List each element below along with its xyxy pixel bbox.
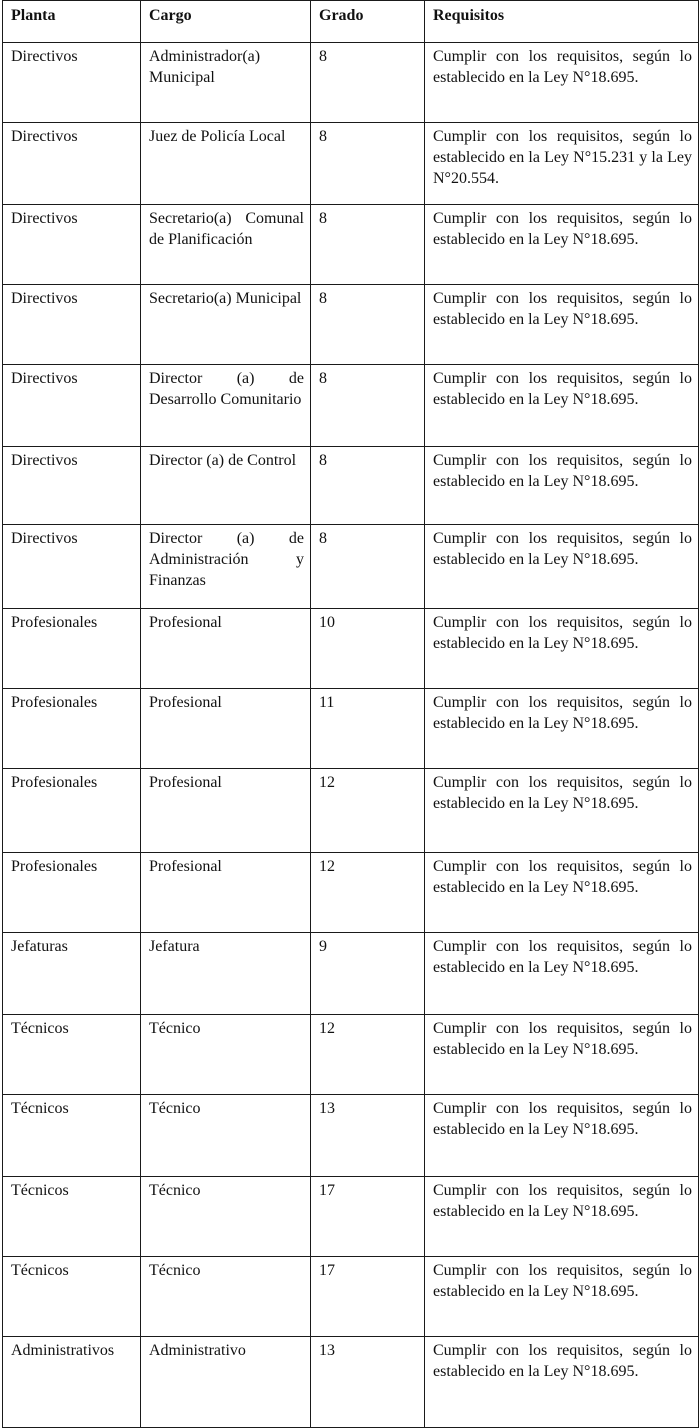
cell-cargo: Profesional: [141, 689, 311, 769]
cell-cargo: Técnico: [141, 1177, 311, 1257]
table-row: [3, 1257, 699, 1337]
cell-grado: 8: [311, 43, 425, 123]
table-row: [3, 205, 699, 285]
cell-grado: 17: [311, 1177, 425, 1257]
header-planta: Planta: [3, 1, 141, 43]
cell-planta: Directivos: [3, 285, 141, 365]
cell-planta: Jefaturas: [3, 933, 141, 1015]
cell-planta: Directivos: [3, 525, 141, 609]
cell-grado: 9: [311, 933, 425, 1015]
cell-grado: 8: [311, 285, 425, 365]
cell-requisitos: Cumplir con los requisitos, según lo establecido en la Ley N°18.695.: [425, 1015, 699, 1095]
cell-planta: Técnicos: [3, 1095, 141, 1177]
cell-planta: Directivos: [3, 365, 141, 447]
header-requisitos: Requisitos: [425, 1, 699, 43]
cell-planta: Técnicos: [3, 1257, 141, 1337]
table-row: [3, 1095, 699, 1177]
cell-cargo: Profesional: [141, 853, 311, 933]
cell-cargo: Técnico: [141, 1257, 311, 1337]
cell-grado: 11: [311, 689, 425, 769]
cell-requisitos: Cumplir con los requisitos, según lo establecido en la Ley N°18.695.: [425, 365, 699, 447]
cell-planta: Directivos: [3, 43, 141, 123]
cell-planta: Profesionales: [3, 689, 141, 769]
cell-cargo: Administrativo: [141, 1337, 311, 1428]
cell-grado: 8: [311, 525, 425, 609]
cell-cargo: Juez de Policía Local: [141, 123, 311, 205]
table-row: [3, 365, 699, 447]
cell-requisitos: Cumplir con los requisitos, según lo establecido en la Ley N°18.695.: [425, 205, 699, 285]
table-row: [3, 1177, 699, 1257]
cell-requisitos: Cumplir con los requisitos, según lo establecido en la Ley N°18.695.: [425, 447, 699, 525]
table-row: [3, 609, 699, 689]
cell-grado: 13: [311, 1095, 425, 1177]
cell-cargo: Secretario(a) Municipal: [141, 285, 311, 365]
cell-requisitos: Cumplir con los requisitos, según lo establecido en la Ley N°18.695.: [425, 769, 699, 853]
cell-grado: 13: [311, 1337, 425, 1428]
cell-grado: 12: [311, 853, 425, 933]
requisitos-table: [2, 0, 699, 1428]
cell-planta: Técnicos: [3, 1015, 141, 1095]
cell-cargo: Técnico: [141, 1095, 311, 1177]
cell-planta: Profesionales: [3, 769, 141, 853]
cell-cargo: Técnico: [141, 1015, 311, 1095]
cell-cargo: Administrador(a) Municipal: [141, 43, 311, 123]
cell-cargo: Profesional: [141, 609, 311, 689]
table-header-row: [3, 1, 699, 43]
cell-cargo: Director (a) de Control: [141, 447, 311, 525]
cell-requisitos: Cumplir con los requisitos, según lo establecido en la Ley N°18.695.: [425, 689, 699, 769]
cell-planta: Profesionales: [3, 609, 141, 689]
table-row: [3, 689, 699, 769]
cell-cargo: Director (a) de Desarrollo Comunitario: [141, 365, 311, 447]
cell-grado: 8: [311, 205, 425, 285]
cell-requisitos: Cumplir con los requisitos, según lo establecido en la Ley N°18.695.: [425, 853, 699, 933]
cell-requisitos: Cumplir con los requisitos, según lo establecido en la Ley N°18.695.: [425, 525, 699, 609]
cell-requisitos: Cumplir con los requisitos, según lo establecido en la Ley N°18.695.: [425, 1257, 699, 1337]
cell-grado: 17: [311, 1257, 425, 1337]
cell-requisitos: Cumplir con los requisitos, según lo establecido en la Ley N°18.695.: [425, 285, 699, 365]
cell-grado: 8: [311, 123, 425, 205]
cell-cargo: Director (a) de Administración y Finanzas: [141, 525, 311, 609]
cell-planta: Directivos: [3, 205, 141, 285]
cell-cargo: Jefatura: [141, 933, 311, 1015]
cell-planta: Profesionales: [3, 853, 141, 933]
cell-cargo: Secretario(a) Comunal de Planificación: [141, 205, 311, 285]
cell-grado: 8: [311, 365, 425, 447]
cell-planta: Directivos: [3, 447, 141, 525]
table-row: [3, 1337, 699, 1428]
cell-requisitos: Cumplir con los requisitos, según lo establecido en la Ley N°18.695.: [425, 1095, 699, 1177]
table-row: [3, 769, 699, 853]
cell-planta: Directivos: [3, 123, 141, 205]
cell-planta: Técnicos: [3, 1177, 141, 1257]
table-row: [3, 525, 699, 609]
cell-requisitos: Cumplir con los requisitos, según lo establecido en la Ley N°18.695.: [425, 43, 699, 123]
cell-grado: 8: [311, 447, 425, 525]
table-row: [3, 853, 699, 933]
cell-requisitos: Cumplir con los requisitos, según lo establecido en la Ley N°18.695.: [425, 1337, 699, 1428]
header-cargo: Cargo: [141, 1, 311, 43]
table-row: [3, 123, 699, 205]
cell-grado: 12: [311, 1015, 425, 1095]
cell-requisitos: Cumplir con los requisitos, según lo establecido en la Ley N°15.231 y la Ley N°20.554.: [425, 123, 699, 205]
cell-requisitos: Cumplir con los requisitos, según lo establecido en la Ley N°18.695.: [425, 933, 699, 1015]
cell-cargo: Profesional: [141, 769, 311, 853]
table-row: [3, 1015, 699, 1095]
cell-grado: 12: [311, 769, 425, 853]
header-grado: Grado: [311, 1, 425, 43]
table-row: [3, 447, 699, 525]
cell-planta: Administrativos: [3, 1337, 141, 1428]
table-row: [3, 933, 699, 1015]
table-row: [3, 285, 699, 365]
cell-requisitos: Cumplir con los requisitos, según lo establecido en la Ley N°18.695.: [425, 1177, 699, 1257]
cell-grado: 10: [311, 609, 425, 689]
cell-requisitos: Cumplir con los requisitos, según lo establecido en la Ley N°18.695.: [425, 609, 699, 689]
table-row: [3, 43, 699, 123]
